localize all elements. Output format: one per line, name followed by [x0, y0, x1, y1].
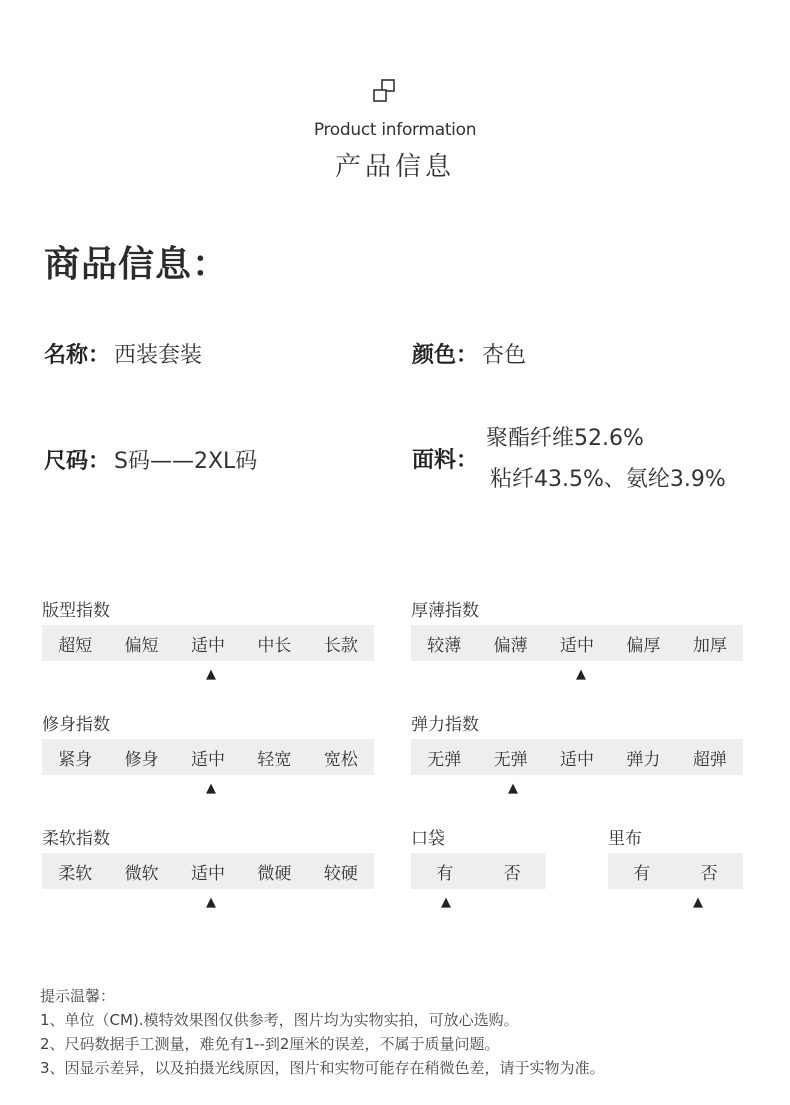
info-name-value: 西装套装 — [114, 343, 203, 368]
fit-selected-marker: ▲ — [206, 667, 216, 682]
elasticity-option: 无弹 — [493, 749, 528, 770]
info-size-value: S码——2XL码 — [114, 449, 258, 474]
thickness-option: 偏薄 — [493, 635, 528, 656]
thickness-option: 适中 — [560, 635, 595, 656]
thickness-selected-marker: ▲ — [576, 667, 586, 682]
lining-option: 有 — [633, 863, 651, 884]
info-color-label: 颜色： — [412, 343, 479, 368]
lining-selected-marker: ▲ — [693, 895, 703, 910]
fit-index-bar — [42, 625, 374, 661]
pocket-bar — [411, 853, 546, 889]
thickness-index-bar — [411, 625, 743, 661]
tailoring-option: 适中 — [191, 749, 226, 770]
info-fabric-label: 面料： — [412, 448, 479, 473]
pocket-selected-marker: ▲ — [441, 895, 451, 910]
info-size-label: 尺码： — [44, 449, 111, 474]
pocket-label: 口袋 — [411, 829, 445, 849]
lining-label: 里布 — [608, 829, 642, 849]
softness-option: 柔软 — [58, 863, 93, 884]
elasticity-option: 超弹 — [692, 749, 727, 770]
info-fabric-line2: 粘纤43.5%、氨纶3.9% — [490, 467, 726, 492]
info-name — [44, 338, 202, 369]
tips-line: 3、因显示差异，以及拍摄光线原因，图片和实物可能存在稍微色差，请于实物为准。 — [40, 1059, 605, 1077]
info-color — [412, 338, 526, 369]
pocket-option: 否 — [503, 863, 521, 884]
tailoring-option: 修身 — [124, 749, 159, 770]
overlapping-squares-icon — [372, 78, 398, 106]
tailoring-option: 宽松 — [323, 749, 358, 770]
softness-option: 微软 — [124, 863, 159, 884]
tailoring-option: 紧身 — [58, 749, 93, 770]
elasticity-index-bar — [411, 739, 743, 775]
fit-option: 中长 — [257, 635, 292, 656]
fit-option: 偏短 — [124, 635, 159, 656]
tips-line: 2、尺码数据手工测量，难免有1--到2厘米的误差，不属于质量问题。 — [40, 1035, 500, 1053]
softness-option: 微硬 — [257, 863, 292, 884]
fit-index-label: 版型指数 — [42, 601, 110, 621]
chinese-title: 产品信息 — [334, 152, 455, 182]
fit-option: 适中 — [191, 635, 226, 656]
lining-option: 否 — [700, 863, 718, 884]
elasticity-option: 无弹 — [427, 749, 462, 770]
fit-option: 超短 — [58, 635, 93, 656]
info-fabric-line1: 聚酯纤维52.6% — [486, 426, 644, 451]
thickness-option: 加厚 — [692, 635, 727, 656]
softness-index-label: 柔软指数 — [42, 829, 110, 849]
elasticity-option: 适中 — [560, 749, 595, 770]
info-color-value: 杏色 — [482, 343, 527, 368]
section-title: 商品信息： — [44, 244, 230, 285]
elasticity-selected-marker: ▲ — [508, 781, 518, 796]
thickness-option: 较薄 — [427, 635, 462, 656]
softness-option: 较硬 — [323, 863, 358, 884]
softness-selected-marker: ▲ — [206, 895, 216, 910]
thickness-option: 偏厚 — [626, 635, 661, 656]
thickness-index-label: 厚薄指数 — [411, 601, 479, 621]
pocket-option: 有 — [436, 863, 454, 884]
tips-block — [40, 984, 605, 1080]
elasticity-index-label: 弹力指数 — [411, 715, 479, 735]
tips-line: 1、单位（CM).模特效果图仅供参考，图片均为实物实拍，可放心选购。 — [40, 1011, 519, 1029]
english-title: Product information — [313, 120, 477, 140]
tailoring-selected-marker: ▲ — [206, 781, 216, 796]
tailoring-option: 轻宽 — [257, 749, 292, 770]
info-size — [44, 444, 257, 475]
tailoring-index-label: 修身指数 — [42, 715, 110, 735]
tailoring-index-bar — [42, 739, 374, 775]
info-name-label: 名称： — [44, 343, 111, 368]
info-fabric-label-wrap — [412, 443, 478, 474]
softness-index-bar — [42, 853, 374, 889]
tips-title: 提示温馨： — [40, 987, 116, 1005]
elasticity-option: 弹力 — [626, 749, 661, 770]
fit-option: 长款 — [323, 635, 358, 656]
lining-bar — [608, 853, 743, 889]
softness-option: 适中 — [191, 863, 226, 884]
